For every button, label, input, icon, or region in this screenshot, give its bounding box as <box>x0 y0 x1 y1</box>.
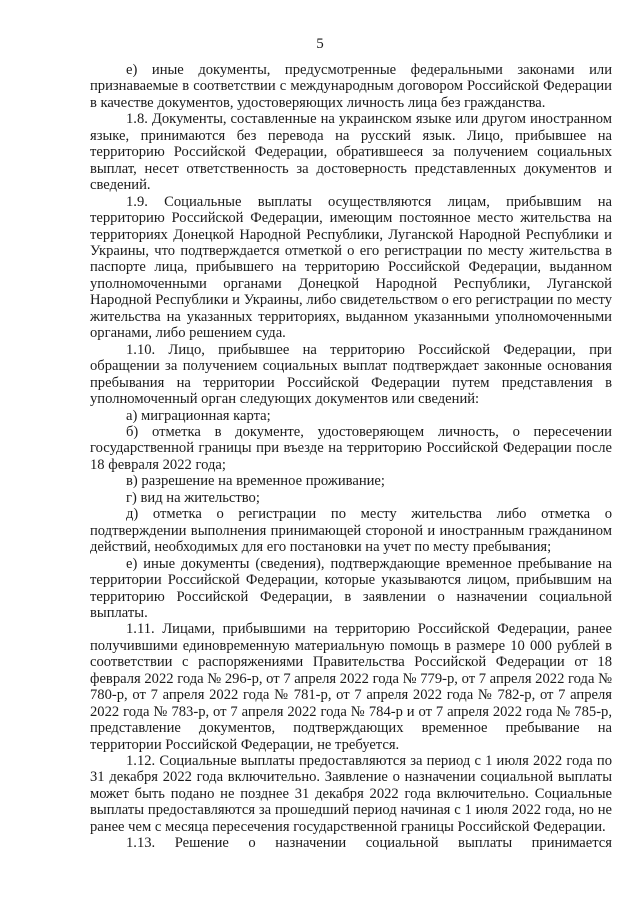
list-item-v: в) разрешение на временное проживание; <box>126 473 385 490</box>
list-item-g: г) вид на жительство; <box>126 489 260 506</box>
paragraph-1-12: 1.12. Социальные выплаты предоставляются за период с 1 июля 2022 года по 31 декабря 2022 года включительно. Заявление о назначении социальной выплаты может быть подано не позднее 31 декабря 2022 года включительно. Социальные выплаты предоставляются за прошедший период начиная с 1 июля 2022 года, но не ранее чем с месяца пересечения государственной границы Российской Федерации. <box>90 753 612 835</box>
paragraph-item-e: е) иные документы, предусмотренные федеральными законами или признаваемые в соответствии с международным договором Российской Федерации в качестве документов, удостоверяющих личность лица без гражданства. <box>90 62 612 111</box>
page-number: 5 <box>316 36 324 52</box>
document-body <box>90 62 612 852</box>
list-item-b: б) отметка в документе, удостоверяющем личность, о пересечении государственной границы при въезде на территорию Российской Федерации после 18 февраля 2022 года; <box>90 423 612 473</box>
list-item-e: е) иные документы (сведения), подтверждающие временное пребывание на территории Российской Федерации, которые указываются лицом, прибывшим на территорию Российской Федерации, в заявлении о назначении социальной выплаты. <box>90 555 612 621</box>
paragraph-1-9: 1.9. Социальные выплаты осуществляются лицам, прибывшим на территорию Российской Федерации, имеющим постоянное место жительства на территориях Донецкой Народной Республики, Луганской Народной Республики и Украины, что подтверждается отметкой о его регистрации по месту жительства в паспорте лица, прибывшего на территорию Российской Федерации, выданном уполномоченными органами Донецкой Народной Республики, Луганской Народной Республики и Украины, либо свидетельством о его регистрации по месту жительства на указанных территориях, выданном указанными уполномоченными органами, либо решением суда. <box>90 193 612 342</box>
paragraph-1-13: 1.13. Решение о назначении социальной выплаты принимается <box>126 835 612 852</box>
list-item-d: д) отметка о регистрации по месту жительства либо отметка о подтверждении выполнения принимающей стороной и иностранным гражданином действий, необходимых для его постановки на учет по месту пребывания; <box>90 506 612 556</box>
paragraph-1-11: 1.11. Лицами, прибывшими на территорию Российской Федерации, ранее получившими единовременную материальную помощь в размере 10 000 рублей в соответствии с распоряжениями Правительства Российской Федерации от 18 февраля 2022 года № 296-р, от 7 апреля 2022 года № 779-р, от 7 апреля 2022 года № 780-р, от 7 апреля 2022 года № 781-р, от 7 апреля 2022 года № 782-р, от 7 апреля 2022 года № 783-р, от 7 апреля 2022 года № 784-р и от 7 апреля 2022 года № 785-р, представление документов, подтверждающих временное пребывание на территории Российской Федерации, не требуется. <box>90 621 612 753</box>
paragraph-1-8: 1.8. Документы, составленные на украинском языке или другом иностранном языке, принимаются без перевода на русский язык. Лицо, прибывшее на территорию Российской Федерации, обратившееся за получением социальных выплат, несет ответственность за достоверность представленных документов и сведений. <box>90 111 612 194</box>
list-item-a: а) миграционная карта; <box>126 407 271 424</box>
paragraph-1-10: 1.10. Лицо, прибывшее на территорию Российской Федерации, при обращении за получением социальных выплат подтверждает законные основания пребывания на территории Российской Федерации путем представления в уполномоченный орган следующих документов или сведений: <box>90 341 612 408</box>
